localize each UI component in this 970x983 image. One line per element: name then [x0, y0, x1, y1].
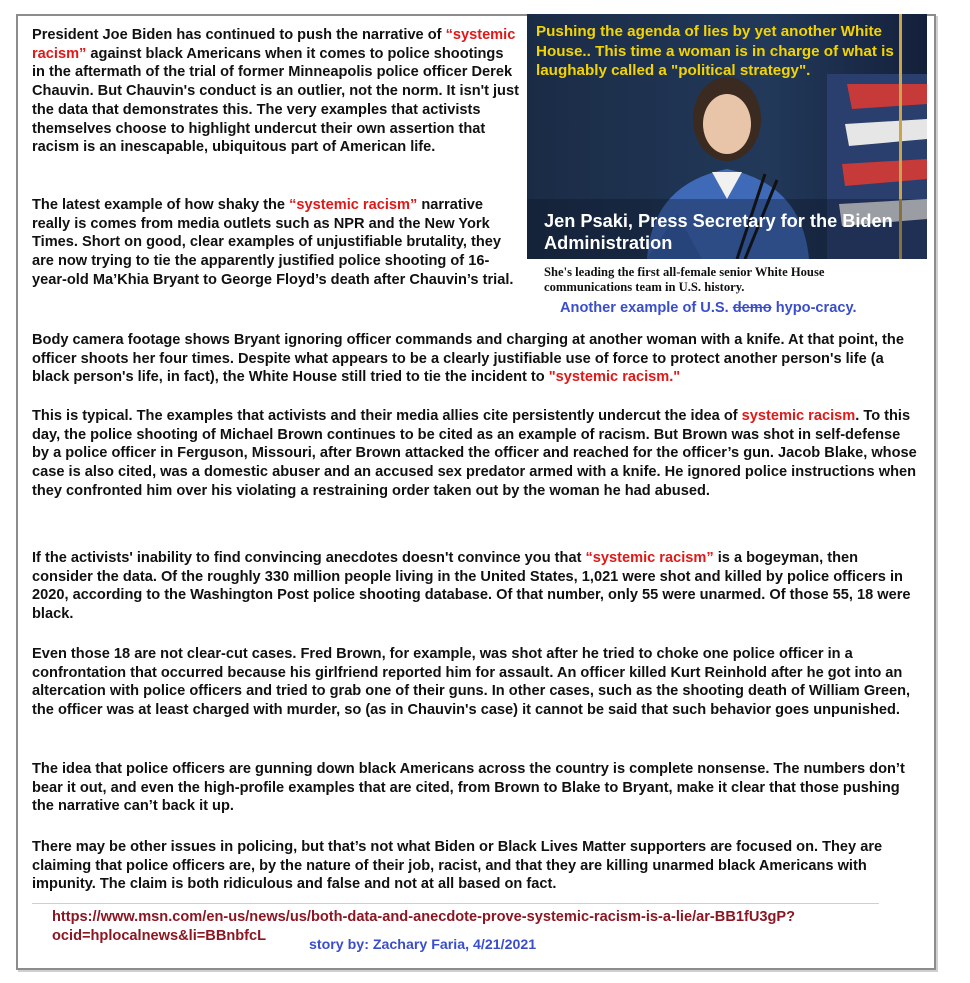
press-secretary-photo	[527, 14, 927, 259]
annotation-note: Another example of U.S. demo hypo-cracy.	[560, 300, 857, 316]
photo-overlay-name: Jen Psaki, Press Secretary for the Biden Administration	[544, 211, 893, 253]
paragraph-4: This is typical. The examples that activists and their media allies cite persistently undercut the idea of systemic racism. To this day, the police shooting of Michael Brown continues to be cited as an example of racism. But Brown was shot in self-defense by a police officer in Ferguson, Missouri, after Brown attacked the officer and reached for the officer’s gun. Jacob Blake, whose case is also cited, was a domestic abuser and an accused sex predator armed with a knife. He ignored police instructions when they confronted him over his violating a restraining order taken out by the woman he had abused.	[32, 408, 917, 499]
paragraph-1: President Joe Biden has continued to push the narrative of “systemic racism” against black Americans when it comes to police shootings in the aftermath of the trial of former Minneapolis police officer Derek Chauvin. But Chauvin's conduct is an outlier, not the norm. It isn't just the data that demonstrates this. The very examples that activists themselves choose to highlight undercut their own assertion that racism is an inescapable, ubiquitous part of American life.	[32, 27, 519, 156]
struck-word: demo	[732, 300, 772, 316]
divider-line	[32, 903, 879, 904]
paragraph-2: The latest example of how shaky the “systemic racism” narrative really is comes from media outlets such as NPR and the New York Times. Short on good, clear examples of unjustifiable brutality, they are now trying to tie the apparently justified police shooting of 16-year-old Ma’Khia Bryant to George Floyd’s death after Chauvin’s trial.	[32, 197, 514, 288]
story-byline: story by: Zachary Faria, 4/21/2021	[309, 937, 537, 953]
paragraph-3: Body camera footage shows Bryant ignoring officer commands and charging at another woman with a knife. At that point, the officer shoots her four times. Despite what appears to be a clearly justifiable use of force to protect another person's life (a black person's life, in fact), the White House still tried to tie the incident to "systemic racism."	[32, 332, 904, 386]
paragraph-6: Even those 18 are not clear-cut cases. Fred Brown, for example, was shot after he tried to choke one police officer in a confrontation that occurred because his girlfriend reported him for assault. An officer killed Kurt Reinhold after he got into an altercation with police officers and tried to grab one of their guns. In other cases, such as the shooting death of William Green, the officer was at least charged with murder, so (as in Chauvin's case) it cannot be said that such behavior goes unpunished.	[32, 646, 911, 719]
paragraph-5: If the activists' inability to find convincing anecdotes doesn't convince you that “systemic racism” is a bogeyman, then consider the data. Of the roughly 330 million people living in the United States, 1,021 were shot and killed by police officers in 2020, according to the Washington Post police shooting database. Of that number, only 55 were unarmed. Of those 55, 18 were black.	[32, 550, 911, 623]
photo-caption: She's leading the first all-female senior White House communications team in U.S. history.	[544, 265, 825, 294]
paragraph-8: There may be other issues in policing, but that’s not what Biden or Black Lives Matter supporters are focused on. They are claiming that police officers are, by the nature of their job, racist, and that they are killing unarmed black Americans with impunity. The claim is both ridiculous and false and not at all based on fact.	[32, 839, 883, 893]
source-link[interactable]: https://www.msn.com/en-us/news/us/both-data-and-anecdote-prove-systemic-racism-is-a-lie/ar-BB1fU3gP?ocid=hplocalnews&li=BBnbfcL	[52, 909, 796, 944]
paragraph-7: The idea that police officers are gunning down black Americans across the country is complete nonsense. The numbers don’t bear it out, and even the high-profile examples that are cited, from Brown to Blake to Bryant, make it clear that those pushing the narrative can’t back it up.	[32, 761, 905, 815]
photo-overlay-headline: Pushing the agenda of lies by yet another White House.. This time a woman is in charge of what is laughably called a "political strategy".	[536, 23, 894, 79]
